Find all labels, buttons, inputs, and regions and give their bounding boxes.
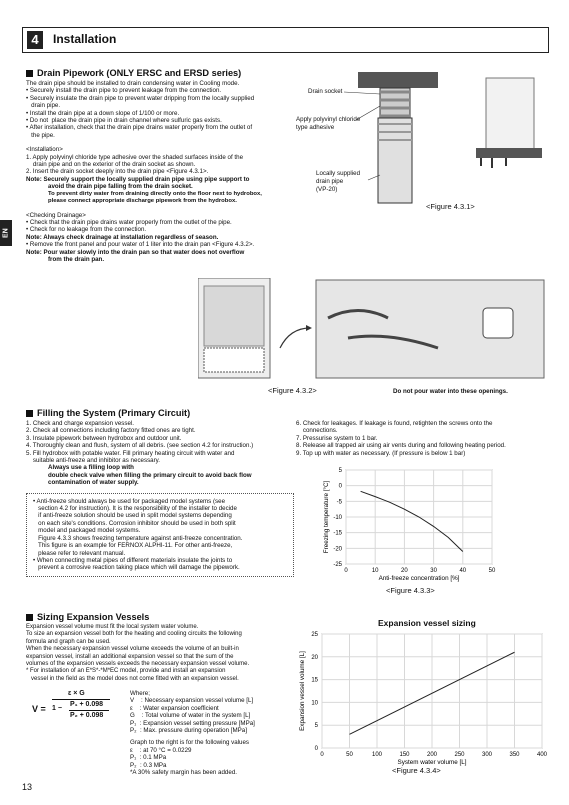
x-tick-label: 0 xyxy=(344,568,348,574)
filling-steps-right xyxy=(296,420,548,457)
text-line: • After installation, check that the drain pipe drains water properly from the outlet of xyxy=(26,124,253,132)
x-tick-label: 100 xyxy=(371,752,383,758)
text-line: the pipe. xyxy=(26,131,55,139)
y-tick-label: 0 xyxy=(314,746,318,752)
text-line: formula and graph can be used. xyxy=(26,638,111,645)
figure-4-3-1 xyxy=(296,70,546,215)
text-line: 5. Fill hydrobox with potable water. Fill primary heating circuit with water and xyxy=(26,449,235,457)
chart-freezing-svg xyxy=(300,466,550,584)
formula-v: V = xyxy=(32,704,46,714)
text-line: When the necessary expansion vessel volume exceeds the volume of an built-in xyxy=(26,646,239,653)
filling-bold-2: double check valve when filling the primary circuit to avoid back flow xyxy=(48,471,252,479)
chart-expansion-svg xyxy=(296,630,552,768)
safety-margin: *A 30% safety margin has been added. xyxy=(130,769,237,777)
text-line: G : Total volume of water in the system [L] xyxy=(130,712,251,720)
caption-4-3-4: <Figure 4.3.4> xyxy=(392,766,441,775)
y-tick-label: 5 xyxy=(314,723,318,730)
label-adhesive-2: type adhesive xyxy=(296,124,335,131)
section-header xyxy=(22,27,549,53)
label-drain-socket: Drain socket xyxy=(308,88,343,95)
filling-heading: Filling the System (Primary Circuit) xyxy=(26,408,294,418)
x-tick-label: 200 xyxy=(426,752,438,758)
text-line: 2. Check all connections including factory fitted ones are tight. xyxy=(26,427,196,435)
note-pour: Note: Pour water slowly into the drain pan so that water does not overflow xyxy=(26,248,245,256)
formula-num: ε × G xyxy=(68,690,85,697)
check-heading: <Checking Drainage> xyxy=(26,211,86,219)
text-line: 4. Thoroughly clean and flush, system of all debris. (see section 4.2 for instruction.) xyxy=(26,442,254,450)
text-line: expansion vessel, install an additional expansion vessel so that the sum of the xyxy=(26,653,234,660)
text-line: • Anti-freeze should always be used for packaged model systems (see xyxy=(33,497,226,505)
drain-section xyxy=(26,68,294,263)
text-line: ε : at 70 °C = 0.0229 xyxy=(130,746,192,754)
x-axis-label: System water volume [L] xyxy=(397,759,467,766)
text-line: This figure is an example for FERNOX ALPHI-11. For other anti-freeze, xyxy=(33,542,233,550)
chart-freezing xyxy=(300,466,550,596)
where-label: Where; xyxy=(130,690,150,697)
x-tick-label: 30 xyxy=(430,568,437,574)
chart-expansion-title: Expansion vessel sizing xyxy=(378,618,476,628)
text-line: • Do not place the drain pipe in drain channel where sulfuric gas exists. xyxy=(26,117,222,125)
text-line: P₁ : Expansion vessel setting pressure [MPa] xyxy=(130,719,255,727)
y-axis-label: Freezing temperature [°C] xyxy=(323,480,330,554)
filling-bold-3: contamination of water supply. xyxy=(48,479,139,487)
text-line: P₁ : 0.1 MPa xyxy=(130,754,167,762)
language-tab: EN xyxy=(0,220,12,246)
sizing-section xyxy=(26,612,298,777)
text-line: To size an expansion vessel both for the heating and cooling circuits the following xyxy=(26,631,242,638)
text-line: P₂ : 0.3 MPa xyxy=(130,761,167,769)
x-tick-label: 400 xyxy=(536,752,548,758)
label-pipe-3: (VP-20) xyxy=(316,186,338,193)
filling-bold-1: Always use a filling loop with xyxy=(48,464,134,472)
text-line: • When connecting metal pipes of different materials insulate the joints to xyxy=(33,556,233,564)
text-line: * For installation of an E*S*-*M*EC model, provide and install an expansion xyxy=(26,668,226,675)
x-tick-label: 20 xyxy=(401,568,408,574)
install-steps xyxy=(26,154,294,176)
text-line: 2. Insert the drain socket deeply into the drain pipe <Figure 4.3.1>. xyxy=(26,168,209,176)
text-line: P₂ : Max. pressure during operation [MPa] xyxy=(130,727,247,735)
text-line: if anti-freeze solution should be used in split model systems depending xyxy=(33,512,232,520)
section-number: 4 xyxy=(27,31,43,49)
note-support: Note: Securely support the locally supplied drain pipe using pipe support to xyxy=(26,175,250,183)
x-tick-label: 50 xyxy=(346,752,353,758)
note-support-4: please connect appropriate discharge pipework from the hydrobox. xyxy=(48,198,237,205)
filling-section xyxy=(26,408,294,577)
text-line: Figure 4.3.3 shows freezing temperature against anti-freeze concentration. xyxy=(33,534,243,542)
section-title: Installation xyxy=(53,32,117,46)
sizing-lines xyxy=(26,624,298,683)
y-tick-label: -10 xyxy=(333,515,342,521)
check-item-3: • Remove the front panel and pour water of 1 liter into the drain pan <Figure 4.3.2>. xyxy=(26,241,255,249)
y-tick-label: -5 xyxy=(336,499,342,506)
text-line: connections. xyxy=(296,427,338,435)
figure-4-3-2 xyxy=(198,278,548,398)
text-line: drain pipe and on the exterior of the drain socket as shown. xyxy=(26,161,196,169)
text-line: 1. Check and charge expansion vessel. xyxy=(26,420,135,427)
note-check: Note: Always check drainage at installation regardless of season. xyxy=(26,233,219,241)
sizing-heading: Sizing Expansion Vessels xyxy=(26,612,298,622)
label-pipe: Locally supplied xyxy=(316,170,361,177)
text-line: 9. Top up with water as necessary. (If pressure is below 1 bar) xyxy=(296,449,466,457)
text-line: • Securely install the drain pipe to prevent leakage from the connection. xyxy=(26,87,222,95)
text-line: volumes of the expansion vessels exceeds the necessary expansion vessel volume. xyxy=(26,661,250,668)
caption-4-3-3: <Figure 4.3.3> xyxy=(386,586,435,595)
text-line: vessel in the field as the model does not come fitted with an expansion vessel. xyxy=(26,675,239,682)
text-line: 7. Pressurise system to 1 bar. xyxy=(296,434,378,442)
y-tick-label: -20 xyxy=(333,546,342,553)
page-number: 13 xyxy=(22,782,33,792)
text-line: 8. Release all trapped air using air vents during and following heating period. xyxy=(296,442,506,450)
x-tick-label: 250 xyxy=(454,752,465,758)
y-axis-label: Expansion vessel volume [L] xyxy=(299,651,306,731)
filling-steps-right-lines xyxy=(296,420,548,457)
defs-lines xyxy=(130,697,302,734)
text-line: drain pipe. xyxy=(26,102,61,110)
x-axis-label: Anti-freeze concentration [%] xyxy=(378,575,460,582)
x-tick-label: 300 xyxy=(481,752,493,758)
graph-note: Graph to the right is for the following values xyxy=(130,739,250,747)
x-tick-label: 10 xyxy=(371,568,379,574)
check-items xyxy=(26,219,294,234)
text-line: 1. Apply polyvinyl chloride type adhesive over the shaded surfaces inside of the xyxy=(26,153,244,161)
x-tick-label: 150 xyxy=(399,752,410,758)
y-tick-label: -15 xyxy=(333,530,342,537)
caption-4-3-1: <Figure 4.3.1> xyxy=(426,202,475,211)
text-line: 3. Insulate pipework between hydrobox and outdoor unit. xyxy=(26,434,182,442)
text-line: section 4.2 for instruction). It is the responsibility of the installer to decide xyxy=(33,505,237,513)
y-tick-label: 25 xyxy=(311,632,318,638)
y-tick-label: 20 xyxy=(311,654,318,661)
text-line: • Install the drain pipe at a down slope of 1/100 or more. xyxy=(26,109,180,117)
text-line: • Check for no leakage from the connection. xyxy=(26,226,147,234)
formula-frac-num: P₁ + 0.098 xyxy=(70,701,104,708)
y-tick-label: 15 xyxy=(311,677,318,684)
text-line: • Check that the drain pipe drains water properly from the outlet of the pipe. xyxy=(26,218,232,226)
formula-frac-den: P₂ + 0.098 xyxy=(70,712,104,719)
note-pour-2: from the drain pan. xyxy=(48,255,105,263)
chart-expansion xyxy=(296,618,552,780)
antifreeze-box xyxy=(26,493,294,577)
text-line: prevent a corrosive reaction taking place which will damage the pipework. xyxy=(33,564,240,572)
text-line: V : Necessary expansion vessel volume [L] xyxy=(130,697,254,705)
install-heading: <Installation> xyxy=(26,146,63,154)
x-tick-label: 350 xyxy=(509,752,520,758)
note-support-3: To prevent dirty water from draining directly onto the floor next to hydrobox, xyxy=(48,190,262,197)
x-tick-label: 40 xyxy=(459,568,467,574)
text-line: please refer to relevant manual. xyxy=(33,549,126,557)
y-tick-label: -25 xyxy=(333,562,342,568)
y-tick-label: 0 xyxy=(338,483,342,490)
x-tick-label: 50 xyxy=(488,568,496,574)
drain-intro: The drain pipe should be installed to drain condensing water in Cooling mode. xyxy=(26,80,240,87)
y-tick-label: 5 xyxy=(338,468,342,474)
formula-den: 1 − xyxy=(52,705,62,712)
label-adhesive: Apply polyvinyl chloride xyxy=(296,116,361,123)
formula-defs xyxy=(130,690,302,776)
filling-steps xyxy=(26,420,294,464)
text-line: ε : Water expansion coefficient xyxy=(130,704,219,712)
warning-openings: Do not pour water into these openings. xyxy=(393,388,508,395)
drain-heading: Drain Pipework (ONLY ERSC and ERSD series) xyxy=(26,68,294,78)
text-line: on each site's conditions. Corrosion inhibitor should be used in both split xyxy=(33,519,236,527)
values-lines xyxy=(130,747,302,769)
text-line: 6. Check for leakages. If leakage is found, retighten the screws onto the xyxy=(296,420,493,427)
formula xyxy=(26,690,126,734)
label-pipe-2: drain pipe xyxy=(316,178,344,185)
text-line: suitable anti-freeze and inhibitor as necessary. xyxy=(26,457,161,465)
text-line: • Securely insulate the drain pipe to prevent water dripping from the locally supplied xyxy=(26,94,255,102)
drain-bullets xyxy=(26,87,294,139)
x-tick-label: 0 xyxy=(320,752,324,758)
y-tick-label: 10 xyxy=(311,700,318,707)
antifreeze-lines xyxy=(33,498,287,572)
caption-4-3-2: <Figure 4.3.2> xyxy=(268,386,317,395)
text-line: Expansion vessel volume must fit the local system water volume. xyxy=(26,624,199,630)
text-line: model and packaged model systems. xyxy=(33,527,141,535)
drain-pan-illustration xyxy=(198,278,548,382)
note-support-2: avoid the drain pipe falling from the drain socket. xyxy=(48,183,193,191)
